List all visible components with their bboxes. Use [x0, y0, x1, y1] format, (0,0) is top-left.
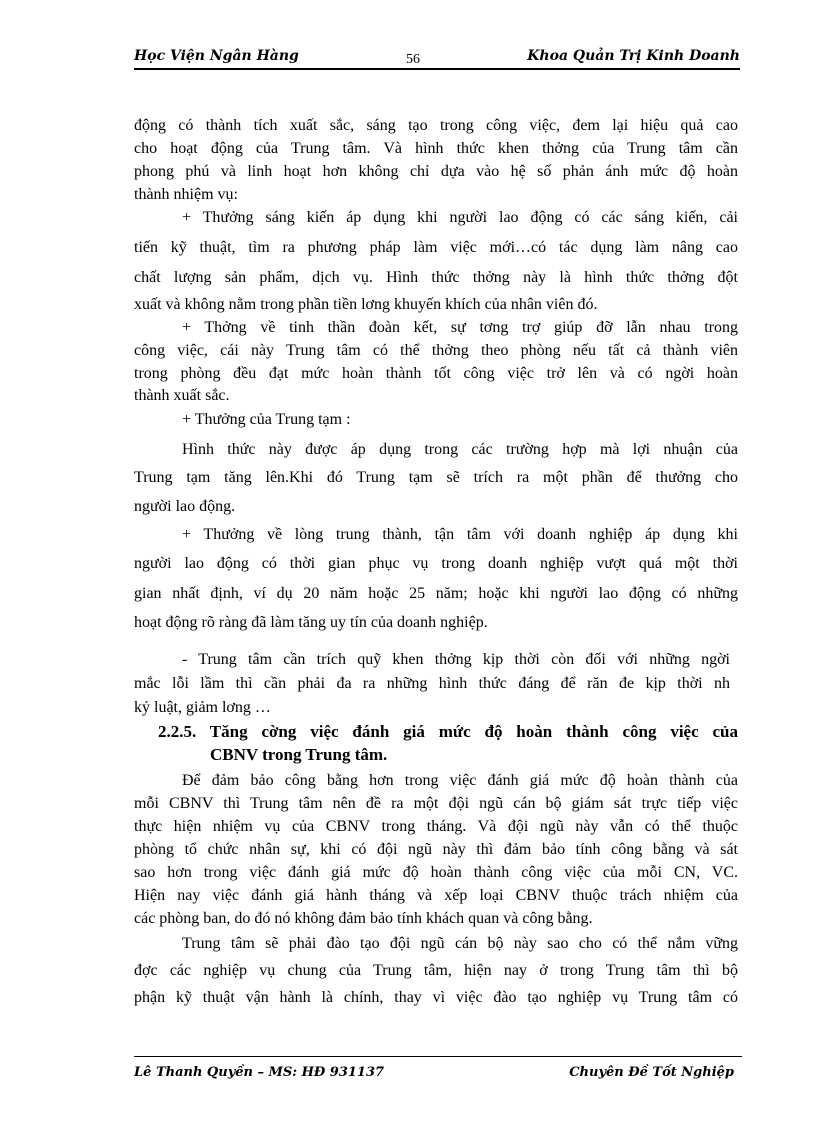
body-line: mỗi CBNV thì Trung tâm nên đề ra một đội ngũ cán bộ giám sát trực tiếp việc: [134, 795, 738, 812]
page-header: [134, 44, 740, 70]
body-line: cho hoạt động của Trung tâm. Và hình thức khen thởng của Trung tâm cần: [134, 140, 738, 157]
body-line: + Thưởng sáng kiến áp dụng khi người lao động có các sáng kiến, cải: [182, 209, 738, 226]
body-line: - Trung tâm cần trích quỹ khen thởng kịp thời còn đối với những ngời: [182, 651, 730, 668]
header-faculty: Khoa Quản Trị Kinh Doanh: [527, 48, 740, 64]
body-line: các phòng ban, do đó nó không đảm bảo tính khách quan và công bằng.: [134, 910, 593, 927]
body-line: công việc, cái này Trung tâm có thể thởng theo phòng nếu tất cả thành viên: [134, 342, 738, 359]
body-line: Hình thức này được áp dụng trong các trường hợp mà lợi nhuận của: [182, 441, 738, 458]
body-line: gian nhất định, ví dụ 20 năm hoặc 25 năm; hoặc khi người lao động có những: [134, 585, 738, 602]
body-line: Hiện nay việc đánh giá hành tháng và xếp loại CBNV thuộc trách nhiệm của: [134, 887, 738, 904]
section-heading-continued: CBNV trong Trung tâm.: [210, 745, 388, 764]
body-line: + Thưởng của Trung tạm :: [182, 411, 351, 428]
body-line: Trung tạm tăng lên.Khi đó Trung tạm sẽ trích ra một phần để thưởng cho: [134, 469, 738, 486]
body-line: thực hiện nhiệm vụ của CBNV trong tháng. Và đội ngũ này vẫn có thể thuộc: [134, 818, 738, 835]
section-heading: 2.2.5. Tăng cờng việc đánh giá mức độ hoàn thành công việc của: [158, 722, 738, 741]
body-line: phận kỹ thuật vận hành là chính, thay vì việc đào tạo nghiệp vụ Trung tâm có: [134, 989, 738, 1006]
body-line: đợc các nghiệp vụ chung của Trung tâm, hiện nay ở trong Trung tâm thì bộ: [134, 962, 738, 979]
body-line: + Thưởng về lòng trung thành, tận tâm với doanh nghiệp áp dụng khi: [182, 526, 738, 543]
body-line: thành nhiệm vụ:: [134, 186, 238, 203]
footer-author: Lê Thanh Quyền – MS: HĐ 931137: [134, 1065, 385, 1080]
page-number: 56: [406, 52, 420, 67]
header-institution: Học Viện Ngân Hàng: [134, 48, 299, 64]
body-line: sao hơn trong việc đánh giá mức độ hoàn thành công việc của mỗi CN, VC.: [134, 864, 738, 881]
body-line: động có thành tích xuất sắc, sáng tạo trong công việc, đem lại hiệu quả cao: [134, 117, 738, 134]
body-line: phong phú và linh hoạt hơn không chỉ dựa vào hệ số phản ánh mức độ hoàn: [134, 163, 738, 180]
body-line: chất lượng sản phẩm, dịch vụ. Hình thức thởng này là hình thức thởng đột: [134, 269, 738, 286]
body-line: mắc lỗi lầm thì cần phải đa ra những hình thức đáng để răn đe kịp thời nh: [134, 675, 730, 692]
body-line: Trung tâm sẽ phải đào tạo đội ngũ cán bộ này sao cho có thể nắm vững: [182, 935, 738, 952]
body-line: hoạt động rõ ràng đã làm tăng uy tín của doanh nghiệp.: [134, 614, 488, 631]
body-line: Để đảm bảo công bằng hơn trong việc đánh giá mức độ hoàn thành của: [182, 772, 738, 789]
body-line: phòng tổ chức nhân sự, khi có đội ngũ này thì đảm bảo tính công bằng và sát: [134, 841, 738, 858]
body-line: người lao động có thời gian phục vụ trong doanh nghiệp vượt quá một thời: [134, 555, 738, 572]
body-line: kỷ luật, giảm lơng …: [134, 699, 271, 716]
footer-title: Chuyên Đề Tốt Nghiệp: [569, 1065, 734, 1080]
body-line: trong phòng đều đạt mức hoàn thành tốt công việc trở lên và có ngời hoàn: [134, 365, 738, 382]
page-footer: [134, 1056, 742, 1087]
body-line: tiến kỹ thuật, tìm ra phương pháp làm việc mới…có tác dụng làm nâng cao: [134, 239, 738, 256]
body-line: + Thởng về tinh thần đoàn kết, sự tơng trợ giúp đỡ lẫn nhau trong: [182, 319, 738, 336]
body-line: người lao động.: [134, 498, 236, 515]
body-line: xuất và không nằm trong phần tiền lơng khuyến khích của nhân viên đó.: [134, 296, 598, 313]
body-line: thành xuất sắc.: [134, 387, 230, 404]
